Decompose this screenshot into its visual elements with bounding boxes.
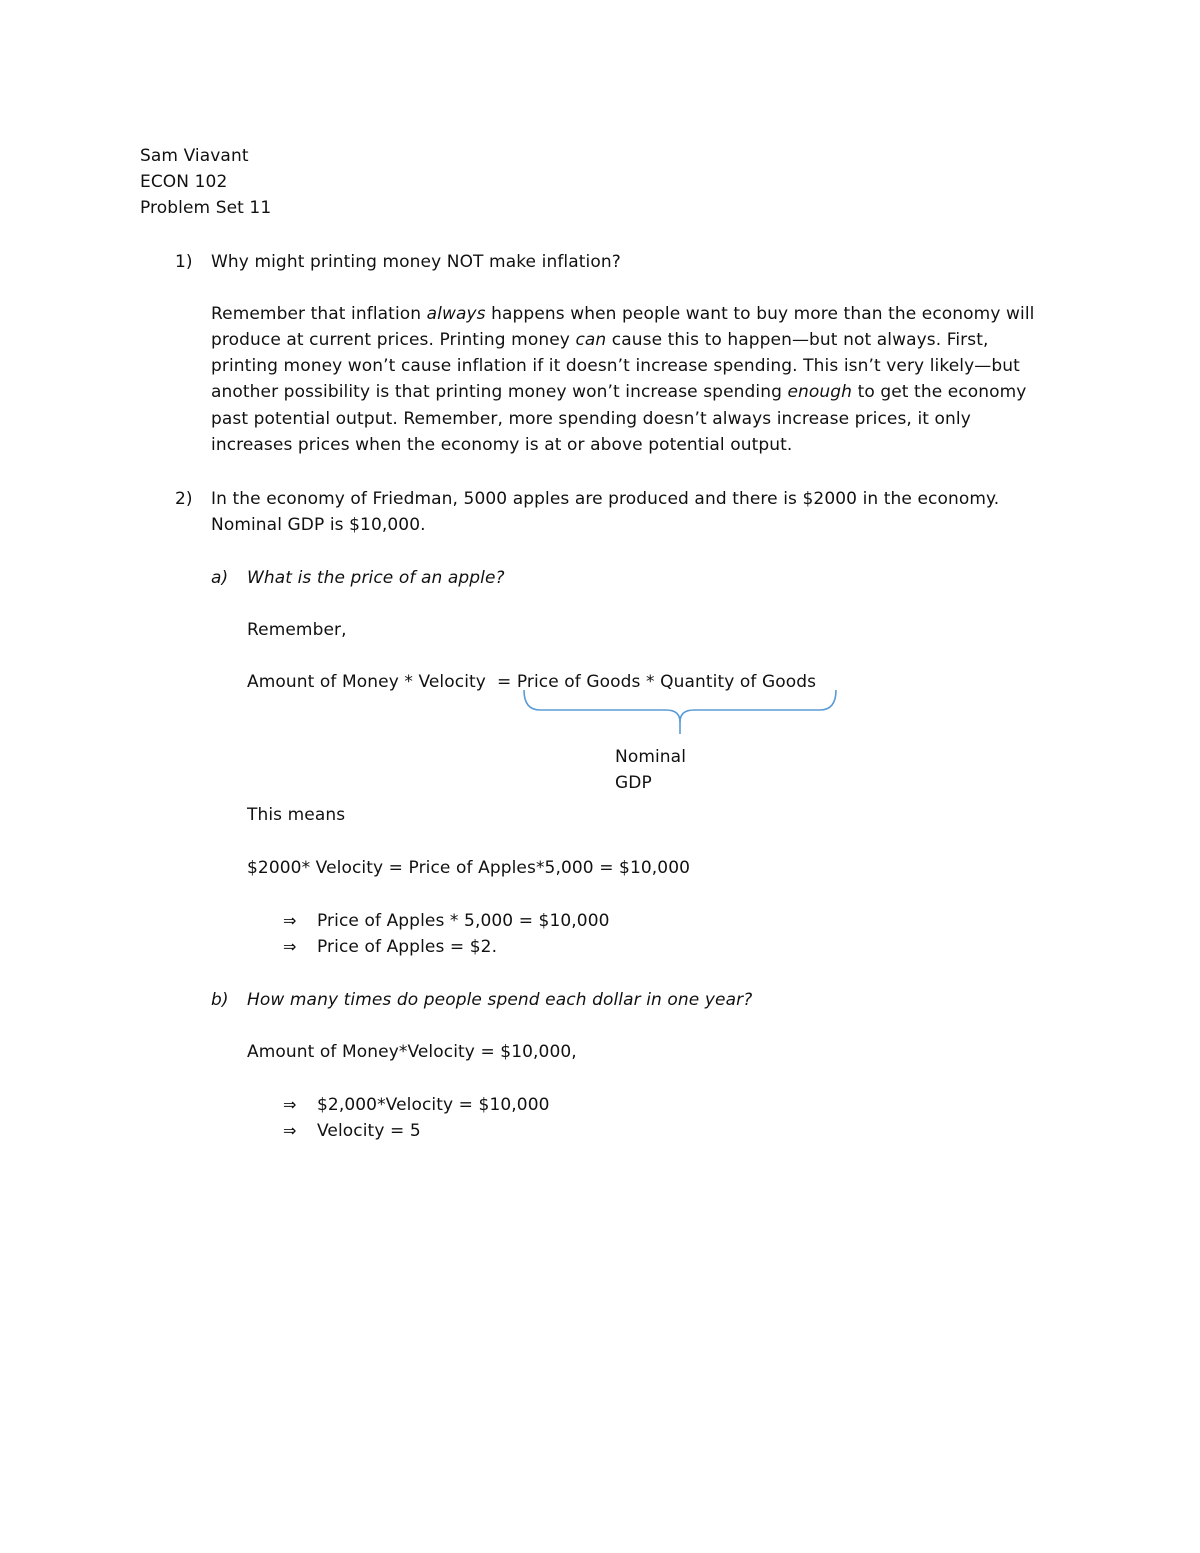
curly-brace-icon: [518, 688, 842, 738]
q2b-question: How many times do people spend each dollar in one year?: [247, 990, 753, 1010]
q2b-label: b): [211, 990, 229, 1010]
brace-label-nominal: Nominal: [615, 747, 687, 767]
q1-question: Why might printing money NOT make inflation?: [211, 252, 621, 272]
q1-answer-line-3: printing money won’t cause inflation if it doesn’t increase spending. This isn’t very likely—but: [211, 356, 1020, 376]
assignment-title: Problem Set 11: [140, 198, 272, 218]
q2-line-1: In the economy of Friedman, 5000 apples are produced and there is $2000 in the economy.: [211, 489, 1000, 509]
q1-answer-line-5: past potential output. Remember, more spending doesn’t always increase prices, it only: [211, 409, 971, 429]
q2a-step-2: Price of Apples = $2.: [317, 937, 498, 957]
equation-left: Amount of Money * Velocity =: [247, 672, 517, 692]
brace-label-gdp: GDP: [615, 773, 652, 793]
q2a-question: What is the price of an apple?: [247, 568, 505, 588]
q1-answer-line-6: increases prices when the economy is at or above potential output.: [211, 435, 793, 455]
course-code: ECON 102: [140, 172, 228, 192]
q2-line-2: Nominal GDP is $10,000.: [211, 515, 426, 535]
q1-number: 1): [175, 252, 193, 272]
q2b-step-1: $2,000*Velocity = $10,000: [317, 1095, 550, 1115]
q2a-remember: Remember,: [247, 620, 347, 640]
implies-icon: ⇒: [283, 1095, 297, 1114]
equation-right: Price of Goods * Quantity of Goods: [516, 672, 817, 692]
q2a-label: a): [211, 568, 229, 588]
implies-icon: ⇒: [283, 911, 297, 930]
q2a-equation-2: $2000* Velocity = Price of Apples*5,000 = $10,000: [247, 858, 691, 878]
implies-icon: ⇒: [283, 1121, 297, 1140]
q2a-step-1: Price of Apples * 5,000 = $10,000: [317, 911, 610, 931]
author-name: Sam Viavant: [140, 146, 249, 166]
q2b-equation: Amount of Money*Velocity = $10,000,: [247, 1042, 577, 1062]
q2-number: 2): [175, 489, 193, 509]
q1-answer-line-4: another possibility is that printing money won’t increase spending enough to get the economy: [211, 382, 1027, 402]
q1-answer-line-1: Remember that inflation always happens when people want to buy more than the economy will: [211, 304, 1035, 324]
q1-answer-line-2: produce at current prices. Printing money can cause this to happen—but not always. First,: [211, 330, 989, 350]
q2a-this-means: This means: [247, 805, 346, 825]
q2b-step-2: Velocity = 5: [317, 1121, 421, 1141]
implies-icon: ⇒: [283, 937, 297, 956]
